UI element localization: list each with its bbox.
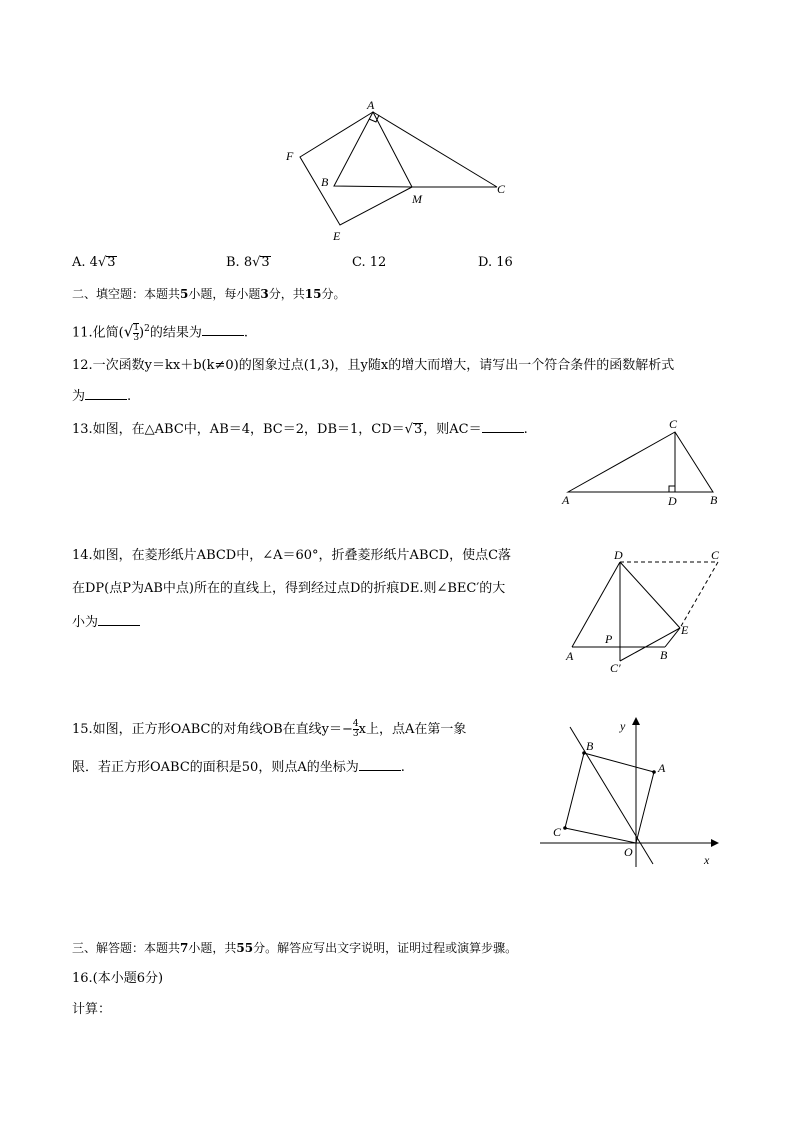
label-d: D	[614, 548, 623, 562]
answer-blank-15[interactable]	[359, 758, 401, 771]
choice-b: B. 8√3	[226, 255, 270, 270]
label-b: B	[586, 739, 594, 753]
question-13: 13.如图，在△ABC中，AB＝4，BC＝2，DB＝1，CD＝√3，则AC＝ .	[72, 422, 528, 437]
section-3-heading: 三、解答题：本题共7小题，共55分。解答应写出文字说明，证明过程或演算步骤。	[72, 941, 518, 955]
answer-blank-13[interactable]	[482, 420, 524, 433]
question-14-line-2: 在DP(点P为AB中点)所在的直线上，得到经过点D的折痕DE.则∠BEC′的大	[72, 581, 506, 596]
label-c: C	[497, 182, 506, 196]
label-a: A	[566, 649, 574, 663]
label-y: y	[620, 719, 626, 733]
figure-q15	[535, 712, 735, 872]
label-b: B	[710, 493, 718, 507]
label-b: B	[660, 648, 668, 662]
label-c-prime: C′	[610, 661, 621, 675]
figure-q13	[555, 415, 730, 510]
label-a: A	[658, 761, 666, 775]
choice-c: C. 12	[352, 255, 387, 270]
question-16-title: 16.(本小题6分)	[72, 971, 164, 986]
label-f: F	[286, 149, 294, 163]
section-2-heading: 二、填空题：本题共5小题，每小题3分，共15分。	[72, 287, 346, 301]
choice-d: D. 16	[478, 255, 513, 270]
label-d: D	[668, 494, 677, 508]
label-c: C	[553, 825, 562, 839]
label-c: C	[711, 548, 720, 562]
label-c: C	[669, 417, 678, 431]
question-14-line-1: 14.如图，在菱形纸片ABCD中，∠A＝60°，折叠菱形纸片ABCD，使点C落	[72, 548, 512, 563]
question-12-line-1: 12.一次函数y＝kx＋b(k≠0)的图象过点(1,3)，且y随x的增大而增大，请写出一个符合条件的函数解析式	[72, 358, 675, 373]
question-12-line-2: 为 .	[72, 389, 132, 404]
label-x: x	[704, 853, 710, 867]
question-14-line-3: 小为	[72, 613, 140, 632]
figure-q14	[560, 545, 735, 680]
label-m: M	[412, 192, 422, 206]
label-e: E	[681, 623, 689, 637]
label-a: A	[562, 493, 570, 507]
label-e: E	[333, 229, 341, 243]
answer-blank-14[interactable]	[98, 613, 140, 626]
label-b: B	[321, 175, 329, 189]
question-11: 11.化简(√ $\frac{1}{3}$ )$^2$的结果为 .	[72, 322, 249, 343]
question-15-line-2: 限．若正方形OABC的面积是50，则点A的坐标为 .	[72, 760, 405, 775]
answer-blank-12[interactable]	[85, 387, 127, 400]
label-o: O	[624, 845, 633, 859]
question-15-line-1: 15.如图，正方形OABC的对角线OB在直线y＝− $\frac{4}{3}$ x上，点A在第一象	[72, 719, 467, 739]
figure-triangle-abc-square	[270, 95, 520, 250]
label-a: A	[367, 98, 375, 112]
choice-a: A. 4√3	[72, 255, 116, 270]
question-16-instruction: 计算：	[72, 1002, 112, 1017]
answer-blank-11[interactable]	[202, 323, 244, 336]
label-p: P	[605, 632, 613, 646]
